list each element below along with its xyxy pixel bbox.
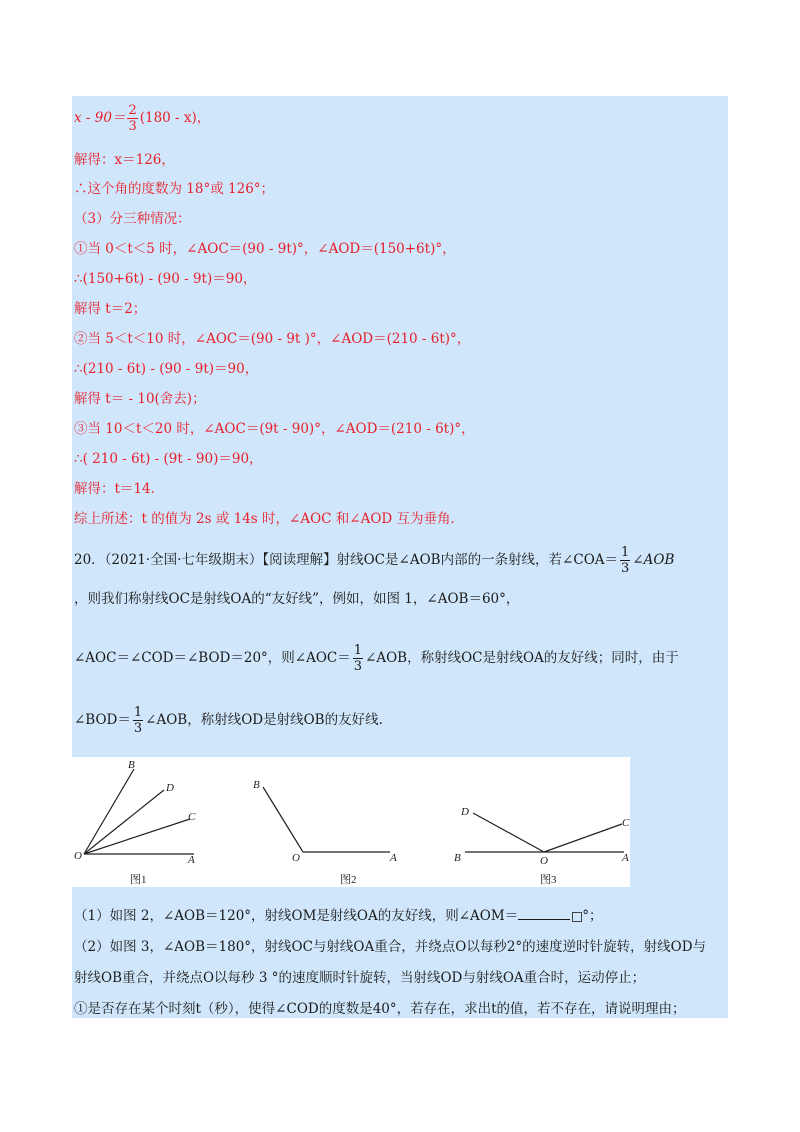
problem-line-4: ∠BOD＝ $\frac{1}{3}$ ∠AOB，称射线OD是射线OB的友好线. (74, 705, 383, 736)
label-D: D (461, 806, 469, 818)
ray-OB (84, 769, 134, 854)
label-O: O (540, 855, 548, 867)
solution-line-8: ②当 5＜t＜10 时，∠AOC＝(90 - 9t )°，∠AOD＝(210 - 6t)°， (74, 331, 471, 347)
solution-line-5: ①当 0＜t＜5 时，∠AOC＝(90 - 9t)°，∠AOD＝(150+6t)°， (74, 241, 456, 257)
geometry-figures (72, 757, 630, 887)
ray-OD (473, 813, 544, 852)
solution-line-2: 解得：x＝126， (74, 152, 175, 168)
solution-line-12: ∴( 210 - 6t) - (9t - 90)＝90， (74, 451, 263, 467)
label-C: C (622, 817, 630, 829)
problem-line-1: 20．（2021·全国·七年级期末）【阅读理解】射线OC是∠AOB内部的一条射线，若∠COA＝ $\frac{1}{3}$ ∠AOB (74, 545, 675, 576)
label-B: B (454, 852, 461, 864)
figure-2 (253, 779, 397, 886)
label-D: D (166, 782, 174, 794)
label-B: B (128, 759, 135, 771)
fraction: $\frac{1}{3}$ (353, 643, 363, 674)
equation-right: (180 - x)， (139, 110, 211, 126)
question-2-line-2: 射线OB重合，并绕点O以每秒 3 °的速度顺时针旋转，当射线OD与射线OA重合时，运动停止； (74, 970, 646, 986)
question-2-line-1: （2）如图 3，∠AOB＝180°，射线OC与射线OA重合，并绕点O以每秒2°的速度逆时针旋转，射线OD与 (74, 939, 707, 955)
label-C: C (188, 811, 196, 823)
fraction: $\frac{1}{3}$ (133, 705, 143, 736)
equation-left: x - 90＝ (74, 110, 126, 126)
figures-panel (72, 757, 630, 887)
caption-fig1: 图1 (130, 874, 147, 886)
solution-line-7: 解得 t＝2； (74, 301, 147, 317)
ray-OC (84, 819, 190, 854)
solution-line-1 (74, 104, 210, 133)
caption-fig2: 图2 (340, 874, 357, 886)
solution-line-4: （3）分三种情况： (74, 211, 191, 227)
label-O: O (74, 850, 82, 862)
problem-line-2: ，则我们称射线OC是射线OA的“友好线”，例如，如图 1，∠AOB＝60°， (74, 591, 520, 607)
solution-line-6: ∴(150+6t) - (90 - 9t)＝90， (74, 271, 257, 287)
solution-line-9: ∴(210 - 6t) - (90 - 9t)＝90， (74, 361, 259, 377)
solution-line-10: 解得 t＝ - 10(舍去)； (74, 391, 206, 407)
ray-OC (544, 824, 622, 852)
label-A: A (188, 854, 195, 866)
label-A: A (622, 852, 629, 864)
label-A: A (390, 852, 397, 864)
solution-line-11: ③当 10＜t＜20 时，∠AOC＝(9t - 90)°，∠AOD＝(210 - 6t)°， (74, 421, 475, 437)
ray-OB (263, 787, 303, 852)
solution-line-3: ∴这个角的度数为 18°或 126°； (74, 181, 275, 197)
label-B: B (253, 779, 260, 791)
figure-1 (74, 759, 196, 886)
fraction: $\frac{2}{3}$ (128, 103, 137, 134)
figure-3 (454, 806, 630, 886)
caption-fig3: 图3 (540, 874, 557, 886)
label-O: O (292, 852, 300, 864)
question-2-part-1: ①是否存在某个时刻t（秒），使得∠COD的度数是40°，若存在，求出t的值，若不存在，请说明理由； (74, 1001, 686, 1017)
question-1: （1）如图 2，∠AOB＝120°，射线OM是射线OA的友好线，则∠AOM＝ °； (74, 908, 603, 924)
ray-OD (84, 790, 164, 854)
fraction: $\frac{1}{3}$ (621, 545, 630, 576)
problem-line-3: ∠AOC＝∠COD＝∠BOD＝20°，则∠AOC＝ $\frac{1}{3}$ ∠AOB，称射线OC是射线OA的友好线；同时，由于 (74, 643, 679, 674)
answer-blank[interactable] (518, 907, 570, 920)
solution-line-13: 解得：t＝14． (74, 481, 165, 497)
placeholder-icon (572, 912, 582, 922)
solution-line-14: 综上所述：t 的值为 2s 或 14s 时，∠AOC 和∠AOD 互为垂角． (74, 511, 464, 527)
